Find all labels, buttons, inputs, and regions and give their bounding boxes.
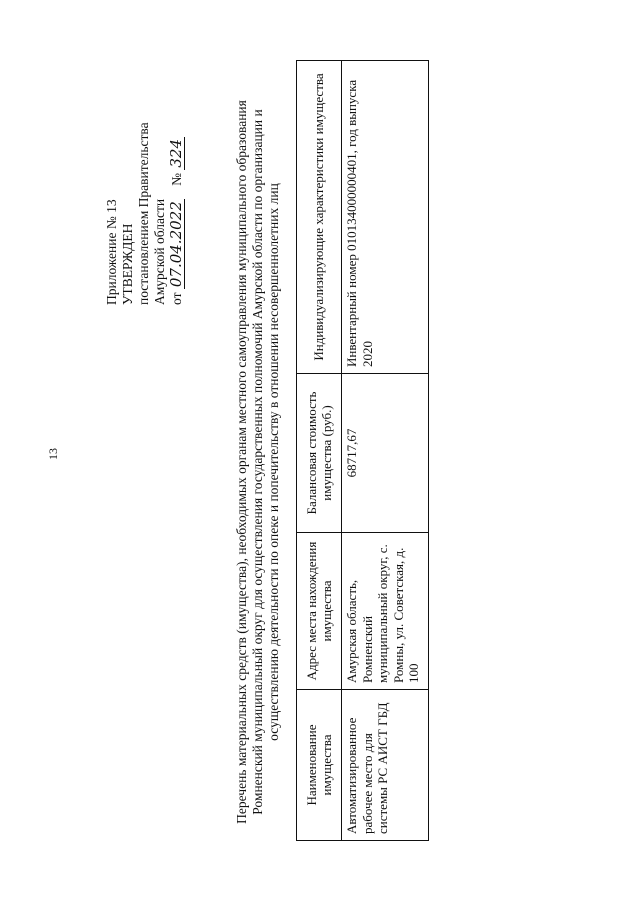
cell-characteristics: Инвентарный номер 010134000000401, год выпуска 2020	[342, 61, 429, 374]
column-header-address: Адрес места нахождения имущества	[297, 533, 342, 690]
heading-line-2: Ромненский муниципальный округ для осуществления государственных полномочий Амурской области по организации и	[250, 109, 265, 815]
table-row	[342, 61, 429, 841]
document-heading	[234, 27, 282, 897]
table-header-row	[297, 61, 342, 841]
decree-date: 07.04.2022	[167, 201, 185, 288]
approved-by-line: постановлением Правительства	[136, 122, 151, 305]
approved-label: УТВЕРЖДЕН	[120, 223, 135, 305]
decree-date-number-line	[168, 25, 185, 305]
column-header-value: Балансовая стоимость имущества (руб.)	[297, 374, 342, 533]
page-number: 13	[46, 448, 60, 460]
region-line: Амурской области	[152, 198, 167, 305]
cell-address: Амурская область, Ромненский муниципальный округ, с. Ромны, ул. Советская, д. 100	[342, 533, 429, 690]
cell-name: Автоматизированное рабочее место для системы РС АИСТ ГБД	[342, 690, 429, 841]
appendix-number: Приложение № 13	[104, 199, 119, 305]
decree-number: 324	[167, 138, 185, 168]
heading-line-1: Перечень материальных средств (имущества), необходимых органам местного самоуправления муниципального образования	[234, 100, 249, 824]
column-header-characteristics: Индивидуализирующие характеристики имущества	[297, 61, 342, 374]
column-header-name: Наименование имущества	[297, 690, 342, 841]
heading-line-3: осуществлению деятельности по опеке и попечительству в отношении несовершеннолетних лиц	[266, 183, 281, 741]
date-prefix: от	[169, 292, 184, 305]
assets-table	[296, 60, 429, 841]
number-prefix: №	[169, 172, 184, 186]
cell-value: 68717,67	[342, 374, 429, 533]
appendix-approval-block	[104, 25, 185, 305]
